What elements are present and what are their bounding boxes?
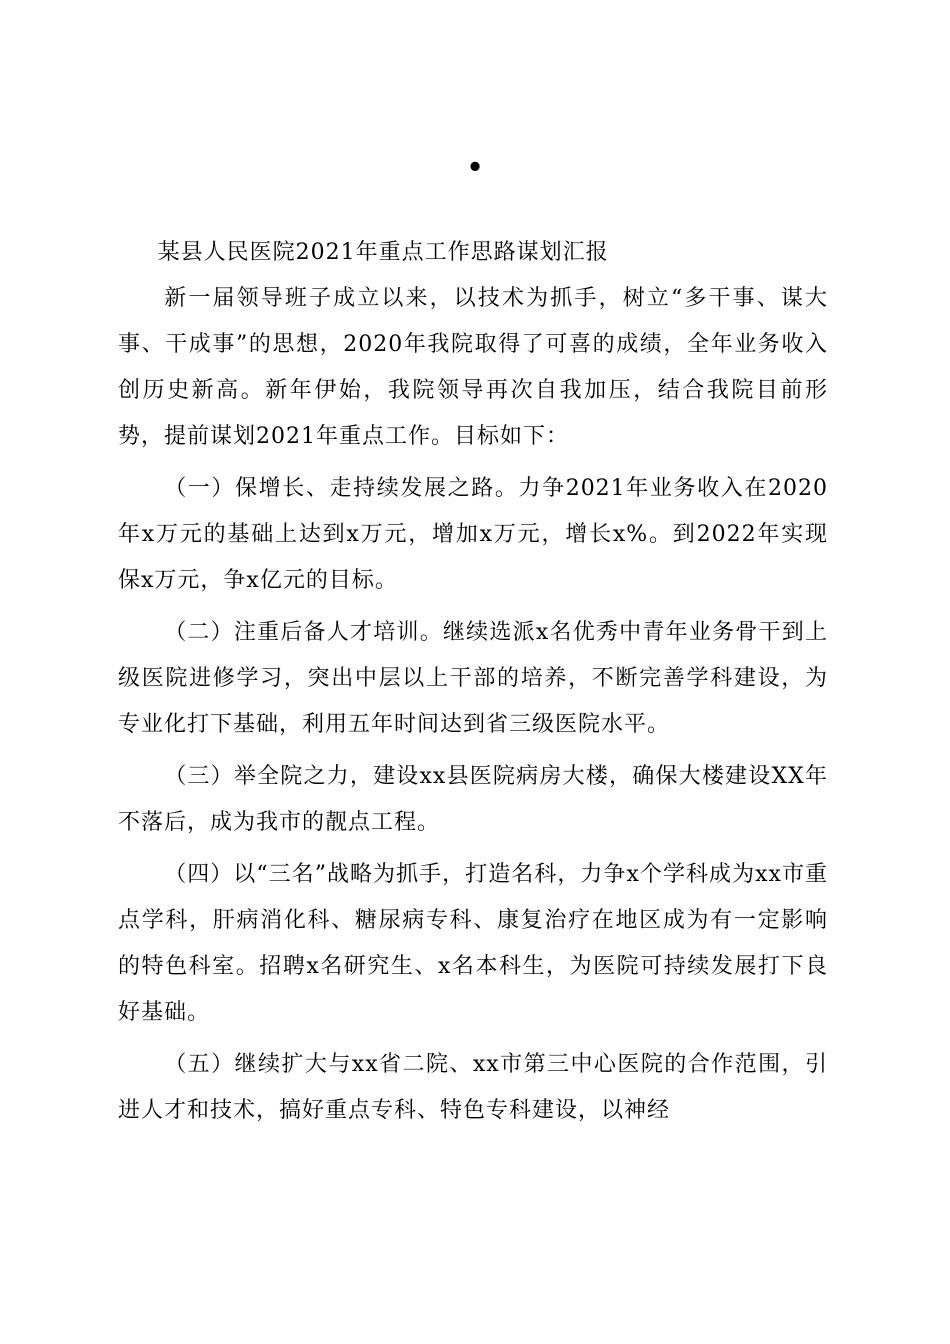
item-3-paragraph: （三）举全院之力，建设xx县医院病房大楼，确保大楼建设XX年不落后，成为我市的靓点工程。	[118, 764, 828, 835]
item-5-paragraph: （五）继续扩大与xx省二院、xx市第三中心医院的合作范围，引进人才和技术，搞好重点专科、特色专科建设，以神经	[118, 1052, 828, 1123]
document-body	[118, 230, 828, 1134]
header-bullet-mark: •	[466, 153, 484, 183]
item-2-paragraph: （二）注重后备人才培训。继续选派x名优秀中青年业务骨干到上级医院进修学习，突出中层以上干部的培养，不断完善学科建设，为专业化打下基础，利用五年时间达到省三级医院水平。	[118, 620, 828, 737]
item-1-paragraph: （一）保增长、走持续发展之路。力争2021年业务收入在2020年x万元的基础上达到x万元，增加x万元，增长x%。到2022年实现保x万元，争x亿元的目标。	[118, 476, 828, 593]
intro-paragraph: 新一届领导班子成立以来，以技术为抓手，树立“多干事、谋大事、干成事”的思想，2020年我院取得了可喜的成绩，全年业务收入创历史新高。新年伊始，我院领导再次自我加压，结合我院目前形势，提前谋划2021年重点工作。目标如下：	[118, 286, 828, 449]
item-4-paragraph: （四）以“三名”战略为抓手，打造名科，力争x个学科成为xx市重点学科，肝病消化科、糖尿病专科、康复治疗在地区成为有一定影响的特色科室。招聘x名研究生、x名本科生，为医院可持续发展打下良好基础。	[118, 862, 828, 1025]
document-title: 某县人民医院2021年重点工作思路谋划汇报	[157, 240, 609, 265]
